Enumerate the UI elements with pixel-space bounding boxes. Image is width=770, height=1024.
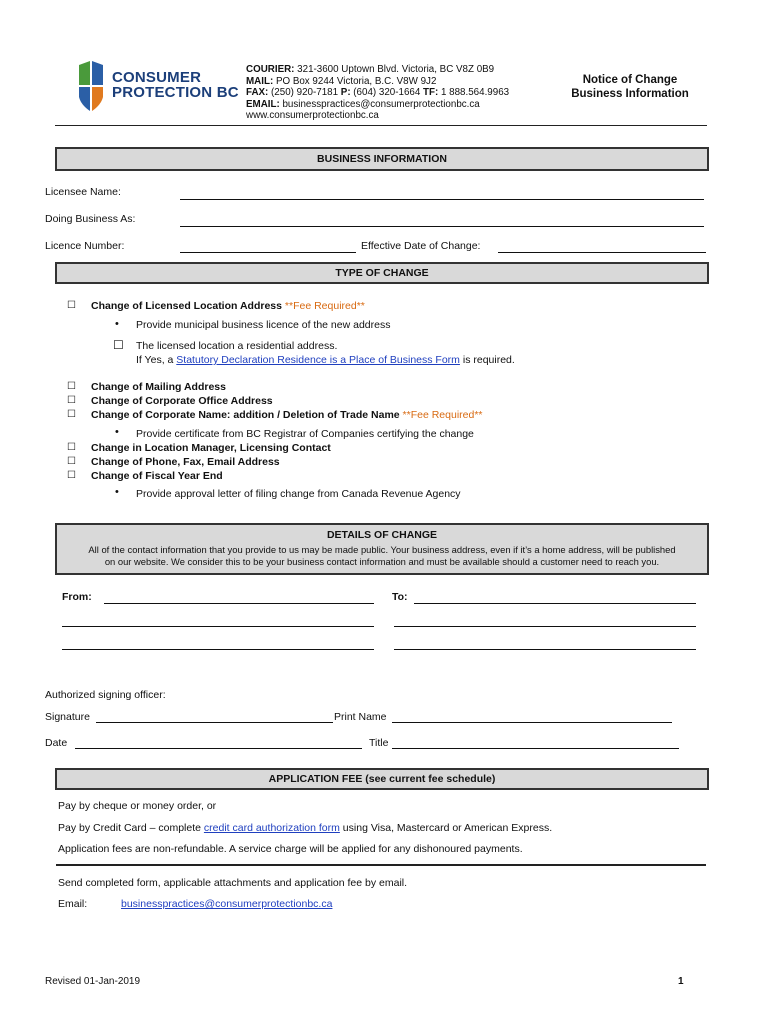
to-field-1[interactable]	[414, 603, 696, 604]
credit-card-form-link[interactable]: credit card authorization form	[203, 822, 340, 834]
fee-required-note: **Fee Required**	[284, 300, 365, 312]
from-field-2[interactable]	[62, 626, 374, 627]
form-title: Notice of Change Business Information	[571, 74, 689, 100]
title-label: Title	[369, 737, 389, 749]
type-of-change-header: TYPE OF CHANGE	[55, 262, 709, 284]
logo-wordmark	[112, 70, 239, 100]
pay-by-credit-text: Pay by Credit Card – complete credit card authorization form using Visa, Mastercard or American Express.	[58, 822, 553, 834]
location-address-checkbox[interactable]: ☐	[67, 300, 76, 311]
corporate-bullet-text: Provide certificate from BC Registrar of Companies certifying the change	[136, 428, 474, 440]
location-bullet-text: Provide municipal business licence of the new address	[136, 319, 391, 331]
details-public-notice-line2: on our website. We consider this to be your business contact information and must be available should a customer need to reach you.	[104, 556, 660, 567]
doing-business-as-field[interactable]	[180, 226, 704, 227]
corporate-office-option: Change of Corporate Office Address	[91, 395, 273, 407]
email-line: EMAIL: businesspractices@consumerprotectionbc.ca	[246, 98, 480, 110]
bullet-icon: •	[115, 426, 119, 438]
bullet-icon: •	[115, 318, 119, 330]
mailing-address-option: Change of Mailing Address	[91, 381, 226, 393]
header-divider	[55, 125, 707, 126]
location-address-option: Change of Licensed Location Address **Fee Required**	[91, 300, 365, 312]
to-label: To:	[392, 591, 408, 603]
details-public-notice-line1: All of the contact information that you provide to us may be made public. Your business address, even if it’s a home address, will be published	[88, 544, 676, 555]
fee-required-note: **Fee Required**	[402, 409, 483, 421]
signature-label: Signature	[45, 711, 90, 723]
fiscal-year-checkbox[interactable]: ☐	[67, 470, 76, 481]
consumer-protection-logo-icon	[77, 61, 105, 113]
residential-text-line1: The licensed location a residential address.	[136, 340, 338, 352]
email-label: Email:	[58, 898, 88, 910]
bullet-icon: •	[115, 486, 119, 498]
details-of-change-header: DETAILS OF CHANGE	[326, 529, 438, 541]
business-information-header: BUSINESS INFORMATION	[55, 147, 709, 171]
logo-line-1: CONSUMER	[112, 69, 202, 86]
phone-line: FAX: (250) 920-7181 P: (604) 320-1664 TF: 1 888.564.9963	[246, 87, 510, 99]
location-manager-checkbox[interactable]: ☐	[67, 442, 76, 453]
to-field-3[interactable]	[394, 649, 696, 650]
from-field-3[interactable]	[62, 649, 374, 650]
title-field[interactable]	[392, 748, 679, 749]
statutory-declaration-link[interactable]: Statutory Declaration Residence is a Place of Business Form	[176, 354, 460, 366]
location-manager-option: Change in Location Manager, Licensing Contact	[91, 442, 331, 454]
corporate-office-checkbox[interactable]: ☐	[67, 395, 76, 406]
page-number: 1	[678, 976, 684, 987]
phone-fax-email-option: Change of Phone, Fax, Email Address	[91, 456, 280, 468]
doing-business-as-label: Doing Business As:	[45, 213, 136, 225]
licensee-name-label: Licensee Name:	[45, 186, 121, 198]
fiscal-year-option: Change of Fiscal Year End	[91, 470, 223, 482]
licence-number-label: Licence Number:	[45, 240, 125, 252]
fiscal-bullet-text: Provide approval letter of filing change from Canada Revenue Agency	[136, 488, 461, 500]
from-label: From:	[62, 591, 92, 603]
date-field[interactable]	[75, 748, 362, 749]
authorized-signing-officer-label: Authorized signing officer:	[45, 689, 166, 701]
mail-line: MAIL: PO Box 9244 Victoria, B.C. V8W 9J2	[246, 75, 437, 87]
non-refundable-text: Application fees are non-refundable. A service charge will be applied for any dishonoured payments.	[58, 843, 523, 855]
phone-fax-email-checkbox[interactable]: ☐	[67, 456, 76, 467]
print-name-label: Print Name	[334, 711, 387, 723]
to-field-2[interactable]	[394, 626, 696, 627]
effective-date-label: Effective Date of Change:	[361, 240, 481, 252]
licence-number-field[interactable]	[180, 252, 356, 253]
licensee-name-field[interactable]	[180, 199, 704, 200]
from-field-1[interactable]	[104, 603, 374, 604]
logo-line-2: PROTECTION BC	[112, 84, 239, 101]
residential-text-line2: If Yes, a Statutory Declaration Residence is a Place of Business Form is required.	[136, 354, 515, 366]
courier-line: COURIER: 321-3600 Uptown Blvd. Victoria, BC V8Z 0B9	[246, 64, 495, 75]
signature-field[interactable]	[96, 722, 333, 723]
residential-checkbox[interactable]: ☐	[113, 338, 124, 352]
date-label: Date	[45, 737, 68, 749]
corporate-name-option: Change of Corporate Name: addition / Deletion of Trade Name **Fee Required**	[91, 409, 483, 421]
website-line: www.consumerprotectionbc.ca	[246, 110, 379, 122]
application-fee-header: APPLICATION FEE (see current fee schedule)	[55, 768, 709, 790]
contact-address-block	[246, 64, 546, 122]
corporate-name-checkbox[interactable]: ☐	[67, 409, 76, 420]
fee-divider	[56, 864, 706, 866]
effective-date-field[interactable]	[498, 252, 706, 253]
revised-date: Revised 01-Jan-2019	[45, 976, 141, 987]
print-name-field[interactable]	[392, 722, 672, 723]
pay-by-cheque-text: Pay by cheque or money order, or	[58, 800, 217, 812]
mailing-address-checkbox[interactable]: ☐	[67, 381, 76, 392]
details-of-change-box	[55, 523, 709, 575]
send-instructions-text: Send completed form, applicable attachments and application fee by email.	[58, 877, 408, 889]
submission-email-link[interactable]: businesspractices@consumerprotectionbc.ca	[121, 898, 333, 910]
